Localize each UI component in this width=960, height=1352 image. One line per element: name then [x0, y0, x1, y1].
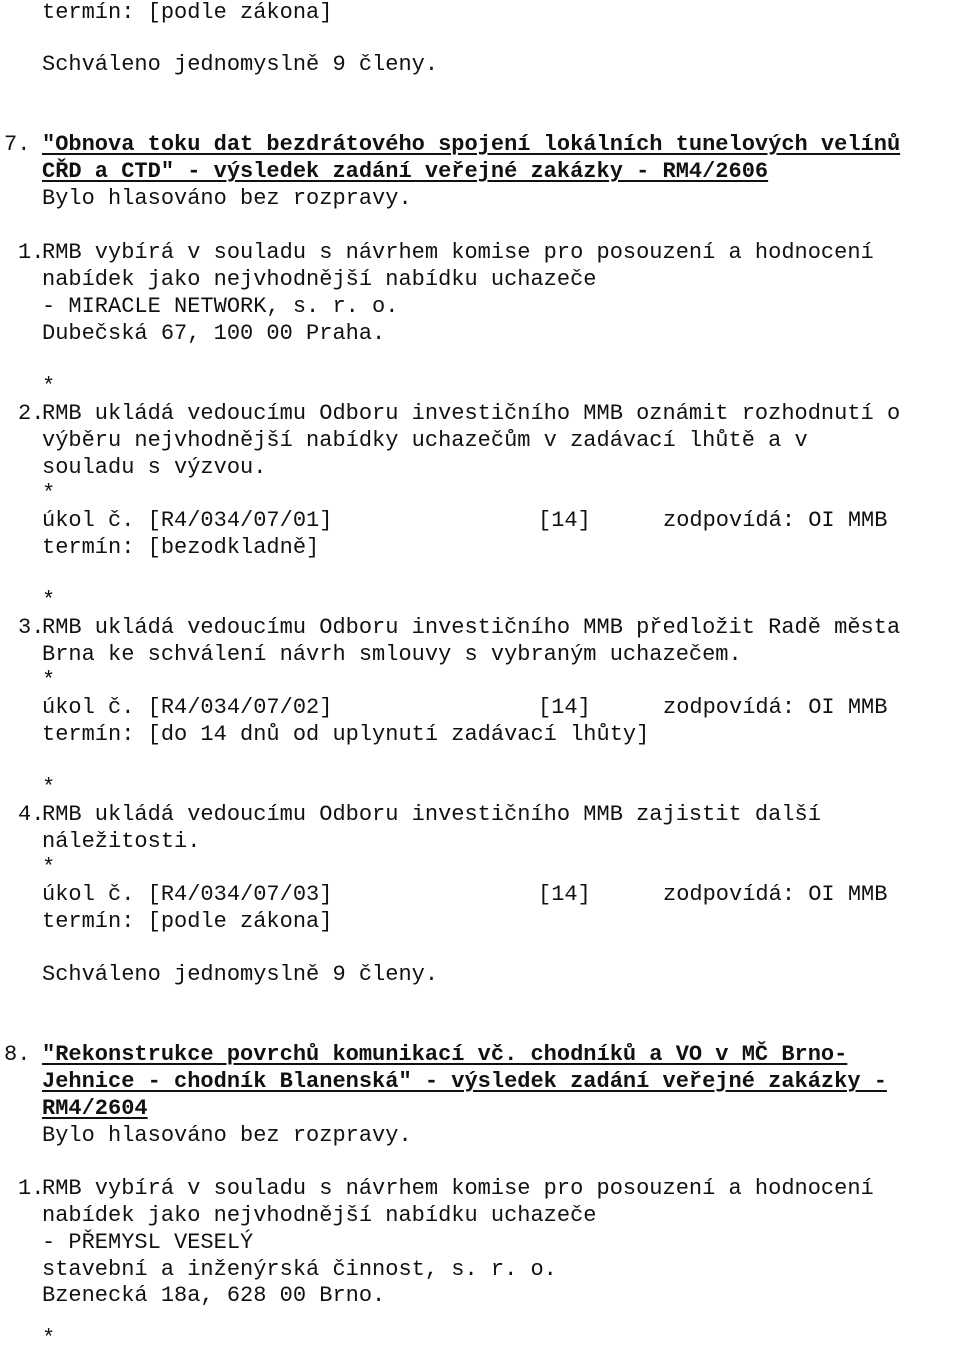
approval-line: Schváleno jednomyslně 9 členy.: [42, 52, 439, 77]
term-line: termín: [podle zákona]: [42, 0, 333, 25]
item-number: 7.: [4, 132, 31, 157]
separator: *: [42, 374, 56, 399]
resolution-text: nabídek jako nejvhodnější nabídku uchazeče: [42, 267, 597, 292]
resolution-text: náležitosti.: [42, 829, 201, 854]
resolution-text: RMB ukládá vedoucímu Odboru investičního MMB předložit Radě města: [42, 615, 901, 640]
task-deadline: termín: [bezodkladně]: [42, 535, 320, 560]
no-debate-note: Bylo hlasováno bez rozpravy.: [42, 1123, 412, 1148]
resolution-number: 4.: [18, 802, 45, 827]
task-responsible: zodpovídá: OI MMB: [663, 508, 888, 533]
separator: *: [42, 668, 56, 693]
resolution-text: RMB vybírá v souladu s návrhem komise pro posouzení a hodnocení: [42, 240, 874, 265]
task-deadline: termín: [podle zákona]: [42, 909, 333, 934]
resolution-text: - PŘEMYSL VESELÝ: [42, 1230, 254, 1255]
item-title-line: "Obnova toku dat bezdrátového spojení lokálních tunelových velínů: [42, 132, 901, 157]
task-id: úkol č. [R4/034/07/01]: [42, 508, 333, 533]
item-title-line: CŘD a CTD" - výsledek zadání veřejné zakázky - RM4/2606: [42, 159, 769, 184]
task-deadline: termín: [do 14 dnů od uplynutí zadávací lhůty]: [42, 722, 650, 747]
resolution-number: 3.: [18, 615, 45, 640]
resolution-text: Dubečská 67, 100 00 Praha.: [42, 321, 386, 346]
task-responsible: zodpovídá: OI MMB: [663, 695, 888, 720]
resolution-text: RMB vybírá v souladu s návrhem komise pro posouzení a hodnocení: [42, 1176, 874, 1201]
resolution-text: výběru nejvhodnější nabídky uchazečům v zadávací lhůtě a v: [42, 428, 808, 453]
separator: *: [42, 1326, 56, 1351]
approval-line: Schváleno jednomyslně 9 členy.: [42, 962, 439, 987]
item-title-line: RM4/2604: [42, 1096, 148, 1121]
resolution-text: Brna ke schválení návrh smlouvy s vybraným uchazečem.: [42, 642, 742, 667]
resolution-text: nabídek jako nejvhodnější nabídku uchazeče: [42, 1203, 597, 1228]
resolution-text: - MIRACLE NETWORK, s. r. o.: [42, 294, 399, 319]
item-title-line: Jehnice - chodník Blanenská" - výsledek zadání veřejné zakázky -: [42, 1069, 887, 1094]
resolution-text: RMB ukládá vedoucímu Odboru investičního MMB oznámit rozhodnutí o: [42, 401, 901, 426]
resolution-text: stavební a inženýrská činnost, s. r. o.: [42, 1257, 557, 1282]
resolution-text: Bzenecká 18a, 628 00 Brno.: [42, 1283, 386, 1308]
no-debate-note: Bylo hlasováno bez rozpravy.: [42, 186, 412, 211]
resolution-number: 1.: [18, 1176, 45, 1201]
separator: *: [42, 481, 56, 506]
item-number: 8.: [4, 1042, 31, 1067]
resolution-number: 1.: [18, 240, 45, 265]
item-title-line: "Rekonstrukce povrchů komunikací vč. chodníků a VO v MČ Brno-: [42, 1042, 848, 1067]
separator: *: [42, 588, 56, 613]
separator: *: [42, 775, 56, 800]
resolution-text: RMB ukládá vedoucímu Odboru investičního MMB zajistit další: [42, 802, 821, 827]
task-id: úkol č. [R4/034/07/02]: [42, 695, 333, 720]
task-code: [14]: [538, 695, 591, 720]
separator: *: [42, 855, 56, 880]
resolution-number: 2.: [18, 401, 45, 426]
task-code: [14]: [538, 882, 591, 907]
task-code: [14]: [538, 508, 591, 533]
task-id: úkol č. [R4/034/07/03]: [42, 882, 333, 907]
task-responsible: zodpovídá: OI MMB: [663, 882, 888, 907]
resolution-text: souladu s výzvou.: [42, 455, 267, 480]
